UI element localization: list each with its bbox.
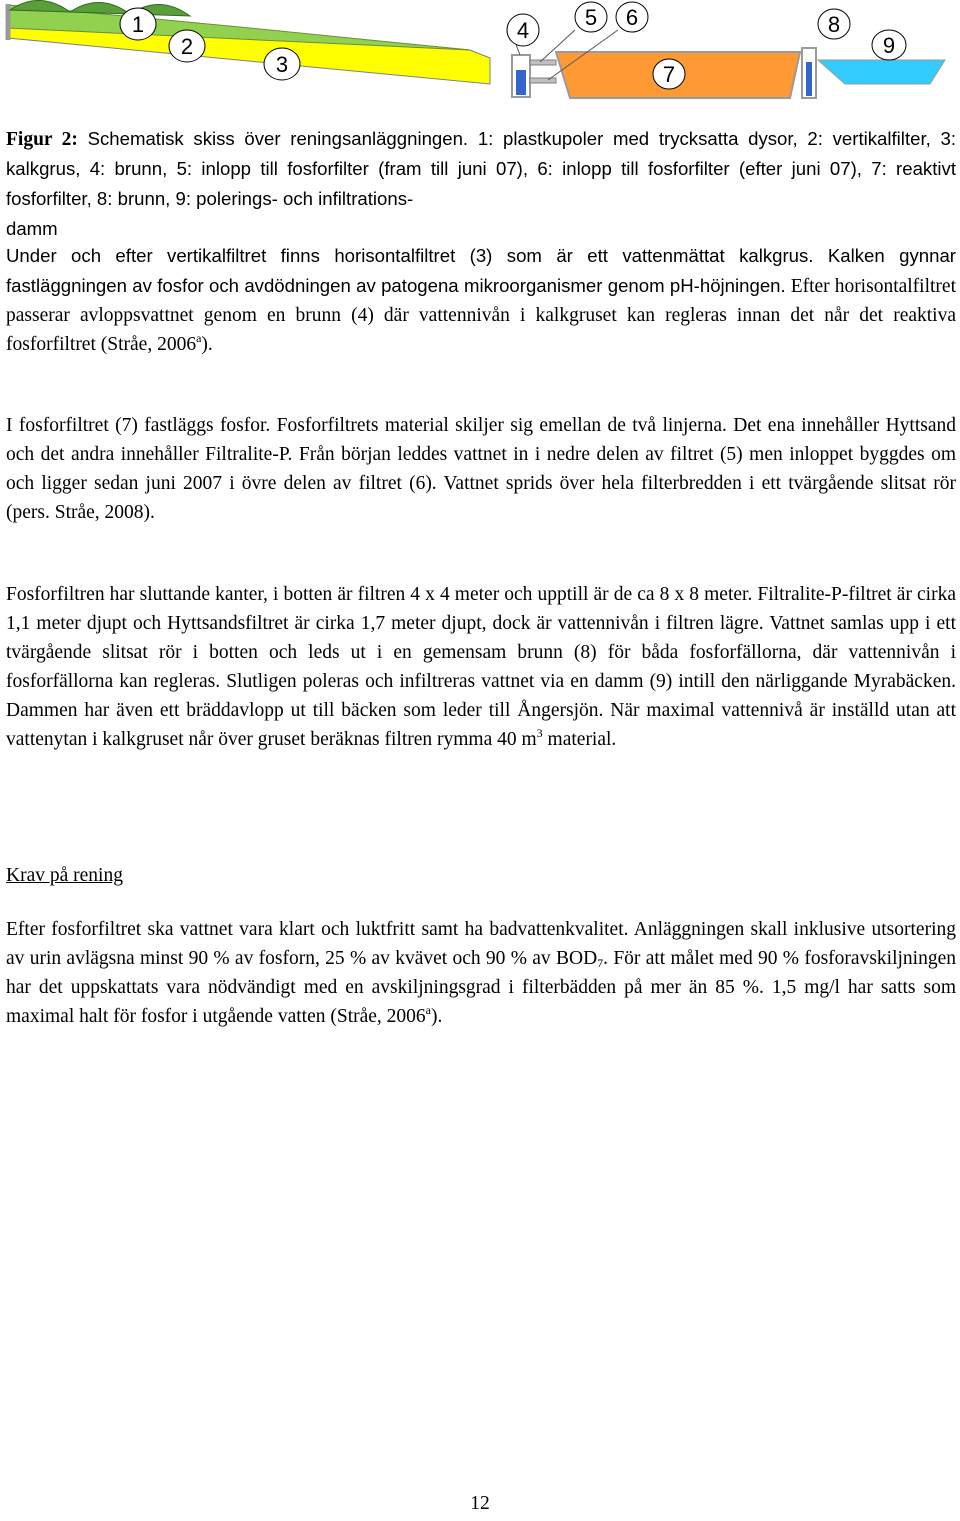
paragraph-horizontal-filter [6,241,956,359]
caption-label: Figur 2: [6,129,78,150]
p4-a: Efter fosforfiltret ska vattnet vara klart och luktfritt samt ha badvattenkvalitet. Anläggningen skall inklusive utsortering av urin avlägsna minst 90 % av fosforn, 25 % av kvävet och 90 % av BOD [6,919,956,969]
p3-sup: 3 [536,726,543,740]
svg-text:6: 6 [625,5,639,30]
p3-text: Fosforfiltren har sluttande kanter, i botten är filtren 4 x 4 meter och upptill är de ca 8 x 8 meter. Filtralite-P-filtret är cirka 1,1 meter djupt och Hyttsandsfiltret är cirka 1,7 meter djupt, dock är vattennivån i filtren lägre. Vattnet samlas upp i ett tvärgående slitsat rör i botten och leds ut i en gemensam brunn (8) för båda fosforfällorna, där vattennivån i fosforfällorna kan regleras. Slutligen poleras och infiltreras vattnet via en damm (9) intill den närliggande Myrabäcken. Dammen har även ett bräddavlopp ut till bäcken som leder till Ångersjön. När maximal vattennivå är inställd utan att vattenytan i kalkgruset når över gruset beräknas filtren rymma 40 m [6,584,956,750]
caption-text-a: Schematisk skiss över reningsanläggningen. [77,128,478,149]
label-3 [264,48,300,80]
paragraph-phosphorus-filter [6,411,956,527]
paragraph-filter-dimensions [6,580,956,754]
plastic-dome [10,0,70,12]
p1-end: ). [201,334,213,355]
paragraph-requirements [6,915,956,1031]
schematic-figure [0,0,960,105]
svg-text:5: 5 [584,5,598,30]
svg-text:1: 1 [131,12,145,37]
section-heading: Krav på rening [6,865,123,886]
label-7 [653,59,685,89]
label-4 [507,14,539,46]
figure-caption [6,124,956,243]
label-1 [120,8,156,40]
svg-text:9: 9 [882,33,896,58]
plastic-dome [70,2,130,14]
caption-text-b: 1: plastkupoler med trycksatta dysor, 2: vertikalfilter, 3: kalkgrus, 4: brunn, 5: inlopp till fosforfilter (fram till juni 07), 6: inlopp till fosforfilter (efter juni 07), 7: reaktivt fosforfilter, 8: brunn, 9: polerings- och infiltrations- [6,128,956,209]
svg-text:7: 7 [662,62,676,87]
svg-text:2: 2 [180,34,194,59]
svg-text:4: 4 [516,18,530,43]
page-number: 12 [470,1493,490,1514]
p4-end: ). [431,1006,443,1027]
p2-text: I fosforfiltret (7) fastläggs fosfor. Fosforfiltrets material skiljer sig emellan de två linjerna. Det ena innehåller Hyttsand och det andra innehåller Filtralite-P. Från början leddes vattnet in i nedre delen av filtret (5) men inloppet byggdes om och ligger sedan juni 2007 i övre delen av filtret (6). Vattnet sprids över hela filterbredden i ett tvärgående slitsat rör (pers. Stråe, 2008). [6,415,956,523]
svg-text:3: 3 [275,52,289,77]
p1-sans: Under och efter vertikalfiltret finns horisontalfiltret (3) som är ett vattenmättat kalkgrus. Kalken gynnar fastläggningen av fosfor och avdödningen av patogena mikroorganismer genom pH-höjningen. [6,245,956,296]
label-2 [169,30,205,62]
pond-cyan [818,60,945,84]
p1-sup: a [196,331,202,345]
p1-serif: Efter horisontalfiltret passerar avloppsvattnet genom en brunn (4) där vattennivån i kalkgruset kan regleras innan det når det reaktiva fosforfiltret (Stråe, 2006 [6,276,956,355]
label-6 [616,2,648,32]
p4-sup: a [425,1003,431,1017]
label-9 [872,30,906,60]
p4-b: . För att målet med 90 % fosforavskiljningen har det uppskattats vara nödvändigt med en avskiljningsgrad i filterbädden på mer än 85 %. 1,5 mg/l har satts som maximal halt för fosfor i utgående vatten (Stråe, 2006 [6,948,956,1027]
p4-sub: 7 [597,956,604,970]
svg-text:8: 8 [827,12,841,37]
label-8 [818,9,850,39]
p3-end: material. [542,729,617,750]
caption-text-c: damm [6,218,58,239]
label-5 [575,2,607,32]
